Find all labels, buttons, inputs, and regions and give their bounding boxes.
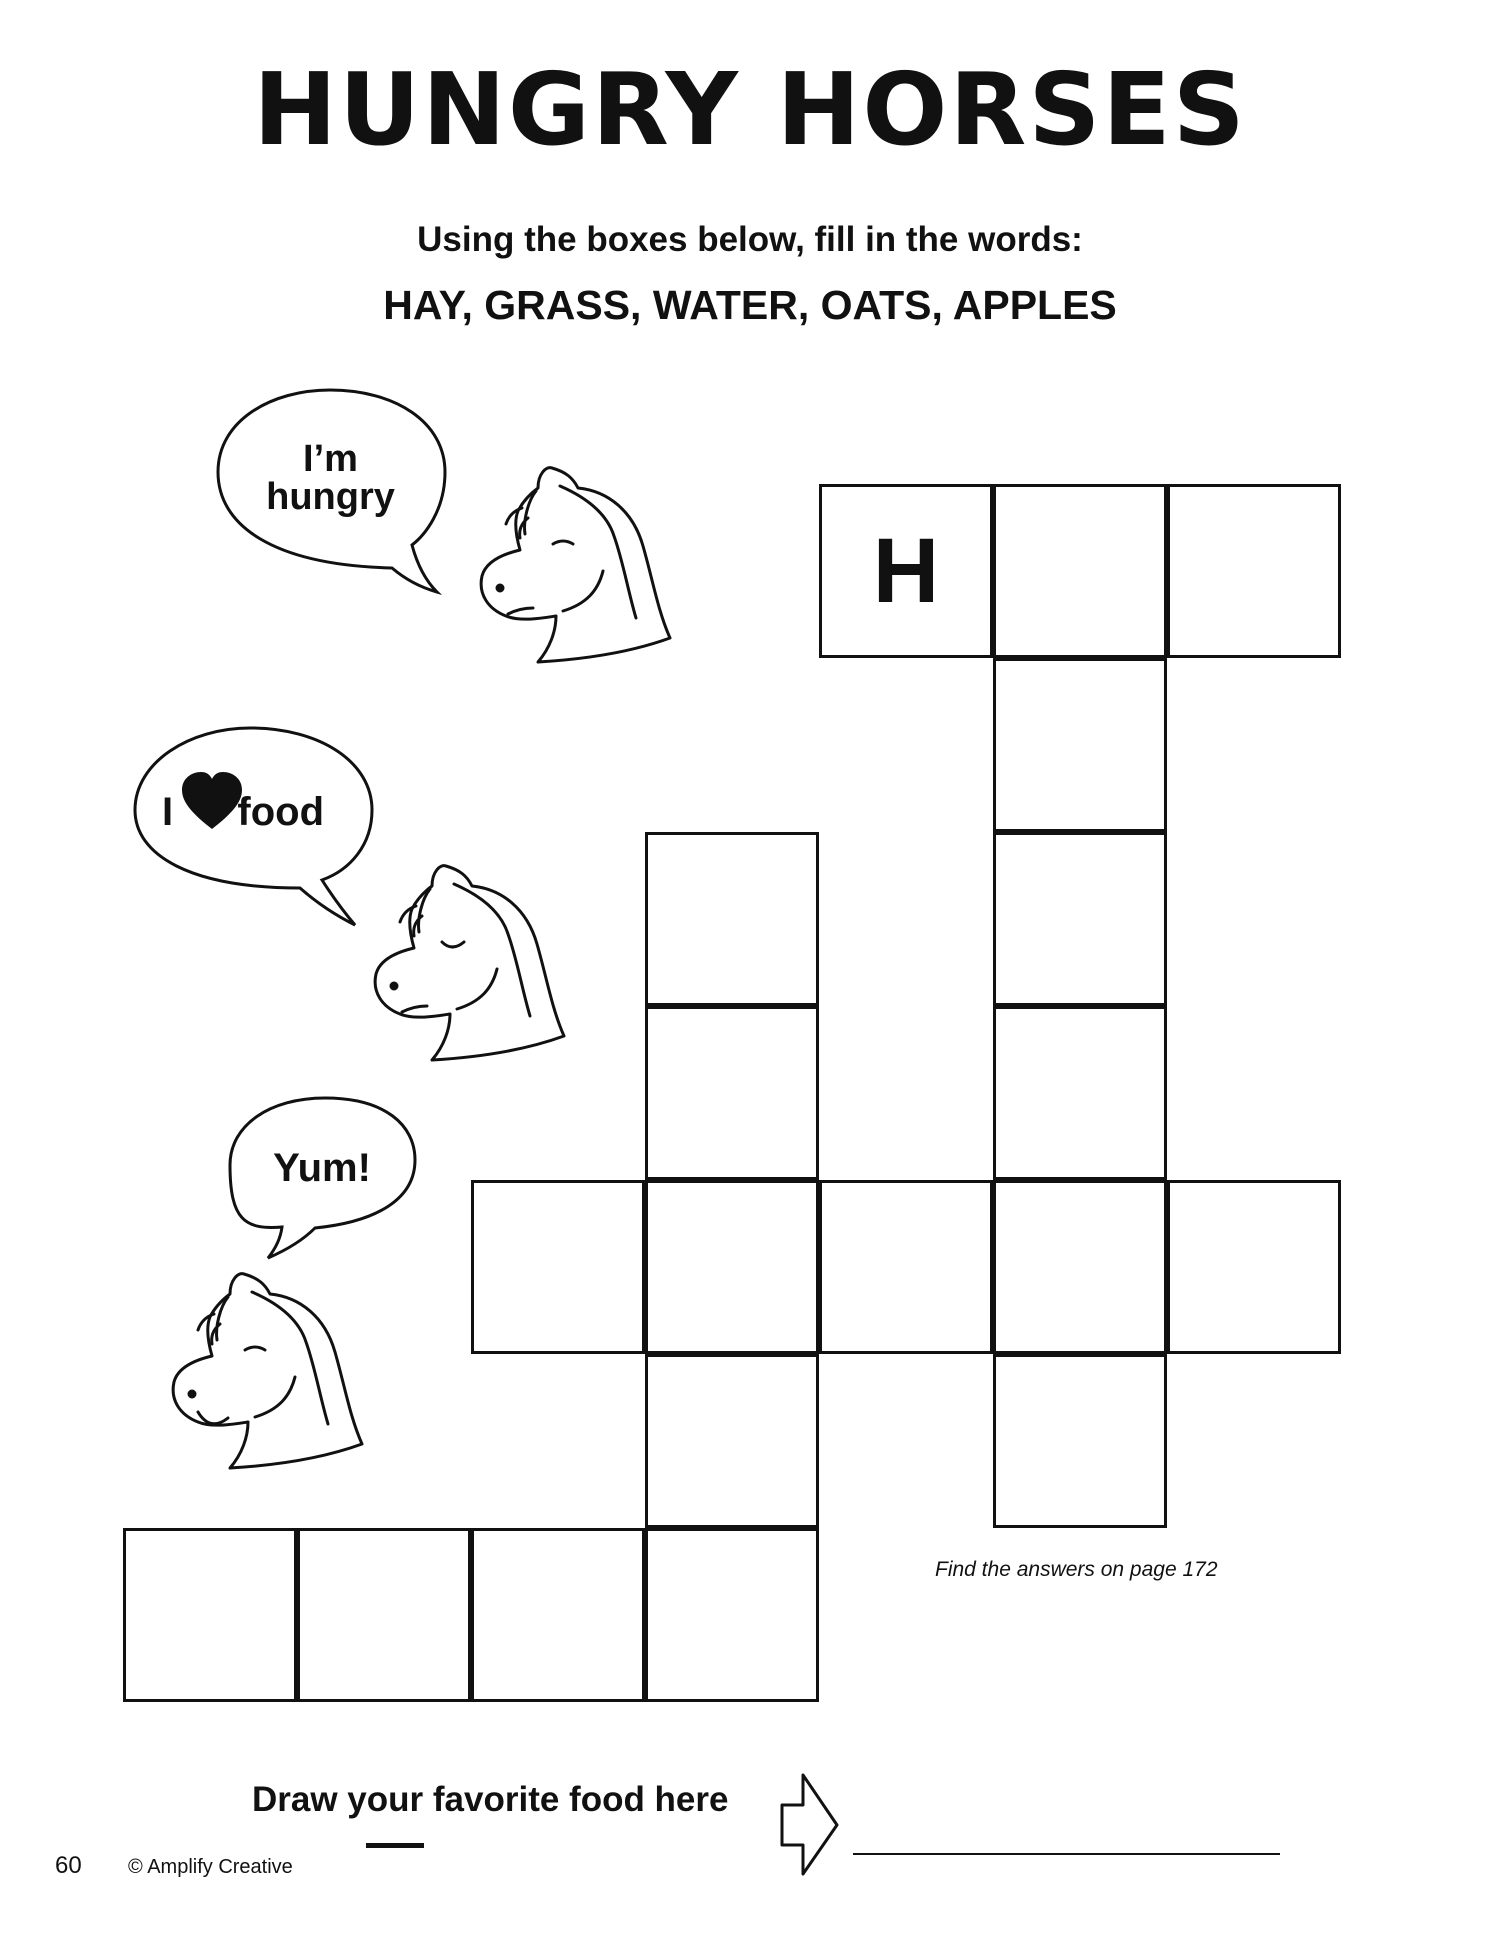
bubble-line: I’m [303, 438, 358, 480]
crossword-cell[interactable] [993, 1354, 1167, 1528]
crossword-cell[interactable] [297, 1528, 471, 1702]
crossword-cell[interactable] [993, 1006, 1167, 1180]
crossword-cell[interactable] [471, 1528, 645, 1702]
crossword-cell[interactable] [645, 832, 819, 1006]
decorative-underline [366, 1843, 424, 1848]
instruction-text: Using the boxes below, fill in the words: [417, 220, 1083, 259]
page-number: 60 [55, 1852, 82, 1879]
bubble-text-yum: Yum! [273, 1146, 371, 1190]
crossword-cell[interactable] [993, 832, 1167, 1006]
crossword-cell[interactable] [471, 1180, 645, 1354]
bubble-word: food [237, 790, 324, 834]
bubble-text-love-food [162, 792, 362, 832]
crossword-cell[interactable] [993, 658, 1167, 832]
answers-note: Find the answers on page 172 [935, 1558, 1218, 1581]
crossword-cell[interactable] [993, 484, 1167, 658]
word-list: HAY, GRASS, WATER, OATS, APPLES [383, 282, 1117, 328]
crossword-cell[interactable] [1167, 1180, 1341, 1354]
horse-head-icon [173, 1274, 362, 1468]
crossword-cell[interactable] [993, 1180, 1167, 1354]
horse-head-icon [481, 468, 670, 662]
crossword-cell[interactable] [645, 1006, 819, 1180]
crossword-cell[interactable] [645, 1180, 819, 1354]
crossword-cell-prefilled[interactable]: H [819, 484, 993, 658]
bubble-text-hungry [248, 440, 413, 516]
arrow-right-icon [782, 1775, 837, 1874]
bubble-line: hungry [266, 476, 395, 518]
copyright: © Amplify Creative [128, 1856, 293, 1878]
crossword-cell[interactable] [123, 1528, 297, 1702]
drawing-line[interactable] [853, 1853, 1280, 1855]
crossword-cell[interactable] [1167, 484, 1341, 658]
page-title: HUNGRY HORSES [253, 51, 1247, 168]
crossword-cell[interactable] [819, 1180, 993, 1354]
crossword-cell[interactable] [645, 1354, 819, 1528]
draw-prompt: Draw your favorite food here [252, 1780, 729, 1819]
bubble-word: I [162, 790, 174, 834]
crossword-cell[interactable] [645, 1528, 819, 1702]
horse-head-icon [375, 866, 564, 1060]
